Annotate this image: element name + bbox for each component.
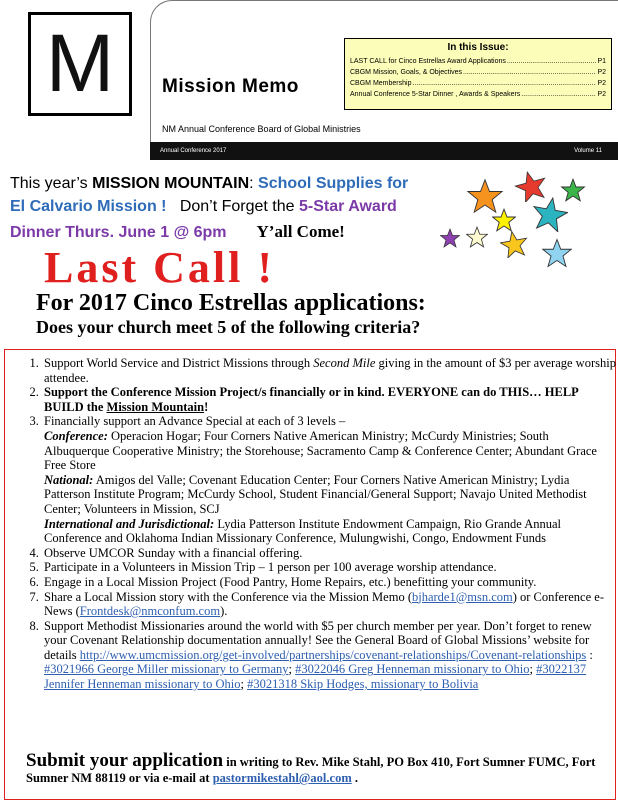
toc-item-page: P2 [597, 69, 606, 76]
volume-label: Volume 11 [574, 148, 602, 154]
submit-email-link[interactable]: pastormikestahl@aol.com [212, 771, 352, 785]
submit-instructions [26, 750, 606, 786]
criteria-text: Lydia Patterson Institute Endowment Campaign, Rio Grande Annual Conference and Oklahoma Indian Missionary Conference, Mulungwishi, Congo, Endowment Funds [44, 516, 562, 546]
logo-letter: M [45, 18, 115, 109]
toc-item-label: CBGM Membership [350, 80, 412, 87]
list-item [42, 575, 616, 590]
list-item [42, 590, 616, 619]
criteria-text: giving in the amount of $3 per average worship attendee. [44, 356, 616, 385]
five-star-award-label: 5-Star Award [299, 198, 397, 215]
enews-email-link[interactable]: Frontdesk@nmconfum.com [79, 604, 221, 619]
submit-end: . [351, 771, 358, 785]
criteria-question: Does your church meet 5 of the following criteria? [36, 317, 421, 337]
submit-text: in writing to Rev. Mike Stahl, PO Box 410, Fort Sumner FUMC, Fort Sumner NM 88119 or via e-mail at [26, 755, 596, 785]
gbgm-website-link[interactable]: http://www.umcmission.org/get-involved/partnerships/covenant-relationships/Covenant-relationships [79, 647, 587, 662]
missionary-link[interactable]: #3022046 Greg Henneman missionary to Ohio [295, 662, 530, 677]
issue-label: Annual Conference 2017 [160, 148, 227, 154]
toc-item[interactable] [350, 78, 606, 89]
criteria-text: ; [288, 662, 296, 677]
star-icon-teal [532, 196, 568, 232]
toc-item[interactable] [350, 67, 606, 78]
school-supplies-label: School Supplies for [258, 175, 409, 192]
criteria-label: Conference: [44, 428, 108, 443]
criteria-label: International and Jurisdictional: [44, 516, 215, 531]
logo-box [28, 12, 132, 116]
dinner-date-label: Dinner Thurs. June 1 @ 6pm [10, 224, 227, 241]
banner-text: : [249, 175, 259, 192]
list-item [42, 560, 616, 575]
banner-text: This year’s [10, 175, 93, 192]
yall-come-label: Y’all Come! [256, 222, 345, 241]
banner-line-3 [10, 222, 345, 243]
toc-item-page: P2 [597, 91, 606, 98]
criteria-text: Operacion Hogar; Four Corners Native American Ministry; McCurdy Ministries; South Albuquerque Cooperative Ministry; the Storehouse; Sacramento Camp & Conference Center; Abundant Grace Free Store [44, 428, 597, 473]
criteria-text: Support World Service and District Missions through [44, 356, 314, 370]
criteria-text: Amigos del Valle; Covenant Education Center; Four Corners Native American Ministry; Lydia Patterson Institute Program; McCurdy School, Student Financial/General Support; Navajo United Methodist Center; Volunteers in Mission, SCJ [44, 472, 587, 516]
last-call-headline: Last Call ! [44, 243, 275, 292]
criteria-text: Support the Conference Mission Project/s financially or in kind. EVERYONE can do THIS… HELP BUILD the [44, 385, 579, 414]
star-icon-white [466, 226, 488, 248]
criteria-text: ) or Conference e-News ( [44, 589, 604, 619]
criteria-text: Participate in a Volunteers in Mission Trip – 1 person per 100 average worship attendance. [44, 560, 497, 575]
toc-item-label: CBGM Mission, Goals, & Objectives [350, 69, 463, 76]
list-item [42, 385, 616, 414]
applications-headline: For 2017 Cinco Estrellas applications: [36, 290, 426, 316]
mission-mountain-label: MISSION MOUNTAIN [92, 175, 250, 192]
toc-item-page: P2 [597, 80, 606, 87]
star-icon-gold [500, 230, 528, 258]
table-of-contents [344, 38, 612, 110]
banner-line-1 [10, 174, 408, 194]
star-icon-purple [440, 228, 460, 248]
criteria-text: Engage in a Local Mission Project (Food Pantry, Home Repairs, etc.) benefitting your community. [44, 574, 537, 589]
criteria-text: Second Mile [313, 356, 376, 370]
toc-heading: In this Issue: [447, 42, 509, 53]
criteria-text: Support Methodist Missionaries around the world with $5 per church member per year. Don’t forget to renew your Covenant Relationship documentation annually! See the General Board of Global Missions’ website for details [44, 618, 592, 662]
list-item [42, 619, 616, 692]
criteria-text: ; [529, 662, 537, 677]
toc-item-page: P1 [597, 58, 606, 65]
criteria-text: : [586, 647, 593, 662]
criteria-text: ). [220, 604, 228, 619]
criteria-label: National: [44, 472, 94, 487]
toc-item[interactable] [350, 56, 606, 67]
list-item [42, 414, 616, 545]
criteria-text: ! [204, 399, 209, 414]
criteria-list [20, 356, 616, 692]
toc-item-label: LAST CALL for Cinco Estrellas Award Applications [350, 58, 506, 65]
list-item [42, 356, 616, 385]
el-calvario-label: El Calvario Mission ! [10, 198, 167, 215]
criteria-text: Mission Mountain [106, 399, 205, 414]
submit-lead: Submit your application [26, 750, 224, 771]
criteria-text: Observe UMCOR Sunday with a financial offering. [44, 545, 303, 560]
star-icon-yellow [492, 208, 516, 232]
missionary-link[interactable]: #3022137 Jennifer Henneman missionary to Ohio [44, 662, 587, 692]
page-title: Mission Memo [162, 76, 299, 97]
issue-bar [150, 142, 618, 160]
banner-line-2 [10, 197, 397, 217]
banner-text: Don’t Forget the [166, 198, 299, 215]
toc-item[interactable] [350, 89, 606, 100]
list-item [42, 546, 616, 561]
star-icon-lightblue [542, 238, 572, 268]
criteria-text: Financially support an Advance Special at each of 3 levels – [44, 414, 346, 429]
missionary-link[interactable]: #3021966 George Miller missionary to Germany [44, 662, 289, 677]
criteria-text: ; [240, 677, 248, 692]
criteria-text: Share a Local Mission story with the Conference via the Mission Memo ( [44, 589, 412, 604]
page-subtitle: NM Annual Conference Board of Global Ministries [162, 124, 361, 134]
mission-memo-email-link[interactable]: bjharde1@msn.com [411, 589, 513, 604]
missionary-link[interactable]: #3021318 Skip Hodges, missionary to Bolivia [247, 677, 479, 692]
toc-item-label: Annual Conference 5-Star Dinner , Awards & Speakers [350, 91, 521, 98]
